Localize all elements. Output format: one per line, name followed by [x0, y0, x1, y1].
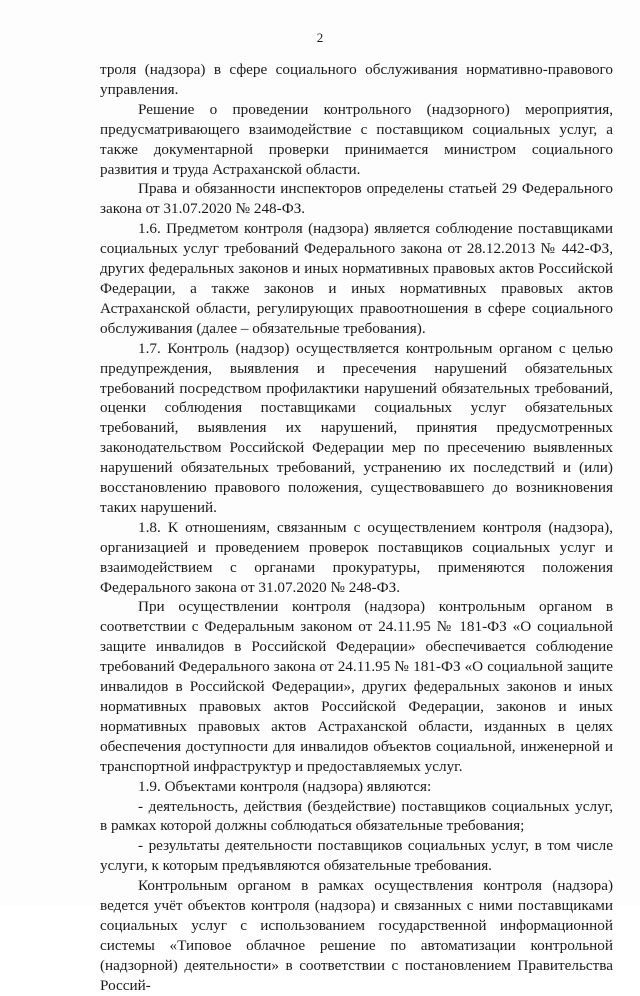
paragraph-decision: Решение о проведении контрольного (надзорного) мероприятия, предусматривающего взаимодействие с поставщиком социальных услуг, а также документарной проверки принимается министром социального развития и труда Астраханской области. [100, 100, 613, 178]
list-item-activity: - деятельность, действия (бездействие) поставщиков социальных услуг, в рамках которой должны соблюдаться обязательные требования; [100, 797, 613, 835]
paragraph-accounting: Контрольным органом в рамках осуществления контроля (надзора) ведется учёт объектов контроля (надзора) и связанных с ними поставщиками социальных услуг с использованием государственной информационной системы «Типовое облачное решение по автоматизации контрольной (надзорной) деятельности» в соответствии с постановлением Правительства Россий- [100, 877, 613, 994]
page-number: 2 [316, 30, 324, 45]
paragraph-inspector-rights: Права и обязанности инспекторов определены статьей 29 Федерального закона от 31.07.2020 № 248-ФЗ. [100, 180, 613, 218]
paragraph-1-6: 1.6. Предметом контроля (надзора) является соблюдение поставщиками социальных услуг требований Федерального закона от 28.12.2013 № 442-ФЗ, других федеральных законов и иных нормативных правовых актов Российской Федерации, а также законов и иных нормативных правовых актов Астраханской области, регулирующих правоотношения в сфере социального обслуживания (далее – обязательные требования). [100, 220, 613, 337]
list-item-results: - результаты деятельности поставщиков социальных услуг, в том числе услуги, к которым предъявляются обязательные требования. [100, 837, 613, 875]
paragraph-1-8: 1.8. К отношениям, связанным с осуществлением контроля (надзора), организацией и проведением проверок поставщиков социальных услуг и взаимодействием с органами прокуратуры, применяются положения Федерального закона от 31.07.2020 № 248-ФЗ. [100, 518, 613, 596]
paragraph-1-7: 1.7. Контроль (надзор) осуществляется контрольным органом с целью предупреждения, выявления и пресечения нарушений обязательных требований посредством профилактики нарушений обязательных требований, оценки соблюдения поставщиками социальных услуг обязательных требований, выявления их нарушений, принятия предусмотренных законодательством Российской Федерации мер по пресечению выявленных нарушений обязательных требований, устранению их последствий и (или) восстановлению правового положения, существовавшего до возникновения таких нарушений. [100, 339, 613, 516]
paragraph-1-9: 1.9. Объектами контроля (надзора) являются: [138, 777, 432, 795]
paragraph-continuation: троля (надзора) в сфере социального обслуживания нормативно-правового управления. [100, 61, 613, 98]
paragraph-disability-control: При осуществлении контроля (надзора) контрольным органом в соответствии с Федеральным законом от 24.11.95 № 181-ФЗ «О социальной защите инвалидов в Российской Федерации» обеспечивается соблюдение требований Федерального закона от 24.11.95 № 181-ФЗ «О социальной защите инвалидов в Российской Федерации», других федеральных законов и иных нормативных правовых актов Российской Федерации, законов и иных нормативных правовых актов Астраханской области, изданных в целях обеспечения доступности для инвалидов объектов социальной, инженерной и транспортной инфраструктур и предоставляемых услуг. [100, 598, 613, 775]
document-body [100, 60, 613, 996]
